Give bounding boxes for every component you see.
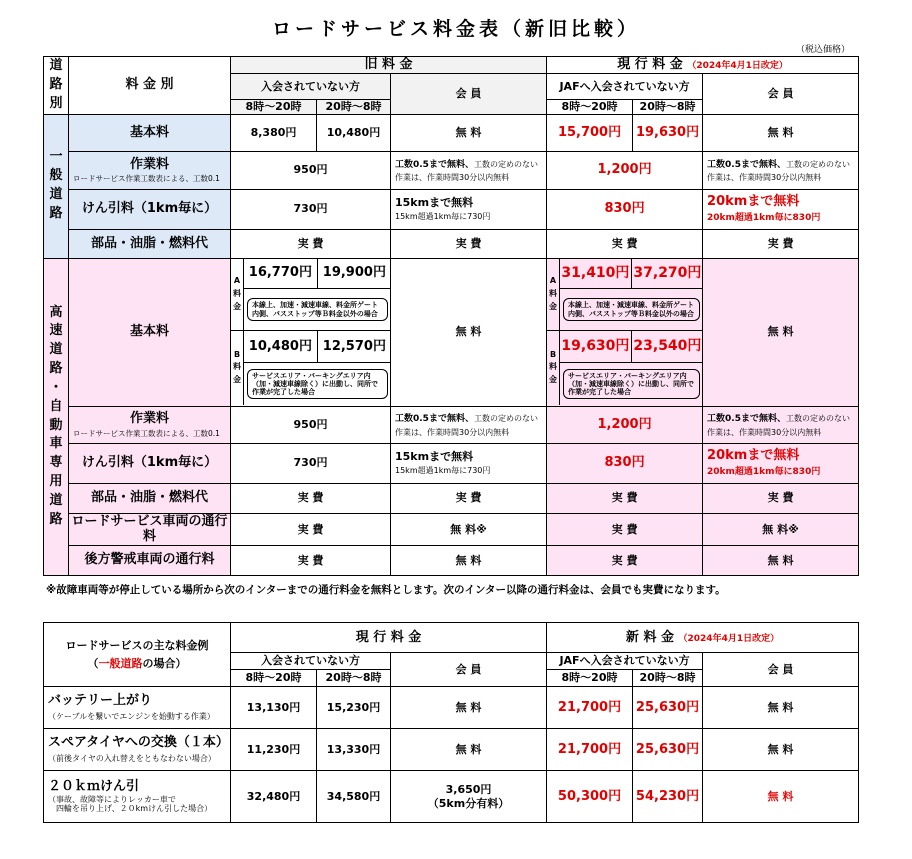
t2-r2-sub2: 四輪を吊り上げ、２０kmけん引した場合）	[56, 804, 213, 814]
t2-header-new-member: 会 員	[703, 653, 859, 687]
ht-cm-a: 20kmまで無料	[707, 448, 800, 464]
header-cur-member: 会 員	[703, 74, 859, 115]
ht-om-b: 15km超過1km毎に730円	[395, 466, 491, 476]
general-basic-old-night: 10,480円	[317, 114, 391, 151]
t2-r2-sub: （事故、故障等によりレッカー車で	[48, 794, 176, 804]
gt-cm-b: 20km超過1km毎に830円	[707, 212, 821, 223]
highway-old-b-label: B 料 金	[231, 331, 244, 405]
highway-basic-label: 基本料	[69, 258, 231, 406]
highway-guard-old-member: 無 料	[391, 545, 547, 575]
general-basic-cur-day: 15,700円	[547, 114, 633, 151]
highway-old-a-label: A 料 金	[231, 259, 244, 331]
highway-work-old: 950円	[231, 406, 391, 443]
general-work-old-member	[391, 151, 547, 189]
highway-parts-cur-member: 実 費	[703, 483, 859, 513]
highway-work-title: 作業料	[129, 411, 169, 427]
t2-row-tire-cur-night: 13,330円	[317, 729, 391, 771]
highway-cur-b-night: 23,540円	[631, 331, 702, 363]
header-old-nonmember: 入会されていない方	[231, 74, 391, 100]
general-work-sub: ロードサービス作業工数表による、工数0.1	[73, 174, 220, 184]
highway-cur-b-label: B 料 金	[547, 331, 560, 405]
gw-om-a2: 工数の定めのない	[473, 159, 538, 169]
highway-guard-label: 後方警戒車両の通行料	[69, 545, 231, 575]
highway-old-ab-table	[231, 259, 391, 405]
t2-hb-pre: （	[87, 656, 99, 670]
highway-toll-old-member: 無 料※	[391, 513, 547, 545]
t2-header-cur-night: 20時～8時	[317, 670, 391, 687]
hw-om-b: 作業は、作業時間30分以内無料	[395, 427, 510, 437]
highway-toll-cur: 実 費	[547, 513, 703, 545]
t2-row-battery-new-day: 21,700円	[547, 687, 633, 729]
highway-old-a-day: 16,770円	[244, 259, 318, 289]
t2-header-new-nonmember: JAFへ入会されていない方	[547, 653, 703, 670]
t2-header-cur-nonmember: 入会されていない方	[231, 653, 391, 670]
header-cur-night: 20時～8時	[633, 99, 703, 114]
highway-cur-a-label: A 料 金	[547, 259, 560, 331]
header-old-member: 会 員	[391, 74, 547, 115]
highway-guard-cur: 実 費	[547, 545, 703, 575]
highway-guard-cur-member: 無 料	[703, 545, 859, 575]
highway-work-sub: ロードサービス作業工数表による、工数0.1	[73, 428, 220, 438]
general-tow-cur: 830円	[547, 189, 703, 229]
t2-row-battery-new-night: 25,630円	[633, 687, 703, 729]
highway-basic-old-member: 無 料	[391, 258, 547, 406]
highway-toll-cur-member: 無 料※	[703, 513, 859, 545]
header-current-fee	[547, 57, 859, 74]
highway-cur-a-night: 37,270円	[631, 259, 702, 289]
hw-om-a: 工数0.5まで無料、	[395, 414, 474, 425]
t2-header-new-label: 新 料 金	[625, 629, 674, 645]
general-parts-cur: 実 費	[547, 229, 703, 258]
t2-header-new-night: 20時～8時	[633, 670, 703, 687]
t2-r1-sub: （前後タイヤの入れ替えをともなわない場合）	[48, 753, 216, 763]
general-basic-old-day: 8,380円	[231, 114, 317, 151]
ht-cm-b: 20km超過1km毎に830円	[707, 466, 821, 477]
highway-work-old-member	[391, 406, 547, 443]
general-basic-old-member: 無 料	[391, 114, 547, 151]
t2-row-tire-new-member: 無 料	[703, 729, 859, 771]
t2-header-label	[44, 623, 231, 687]
t2-row-tire-cur-day: 11,230円	[231, 729, 317, 771]
header-current-fee-label: 現 行 料 金	[617, 57, 683, 73]
highway-tow-old-member	[391, 443, 547, 483]
t2-row-tow-new-member: 無 料	[703, 771, 859, 823]
hw-cm-a: 工数0.5まで無料、	[707, 414, 786, 425]
t2-header-new-day: 8時～20時	[547, 670, 633, 687]
page-title: ロードサービス料金表（新旧比較）	[271, 18, 640, 40]
highway-road-label: 高 速 道 路 ・ 自 動 車 専 用 道 路	[44, 258, 69, 575]
gw-om-b: 作業は、作業時間30分以内無料	[395, 173, 510, 183]
t2-r2-title: ２０ｋｍけん引	[48, 779, 140, 795]
header-cur-nonmember: JAFへ入会されていない方	[547, 74, 703, 100]
gw-cm-a2: 工数の定めのない	[785, 159, 850, 169]
highway-cur-a-note-cell	[560, 289, 703, 331]
t2-row-tow-cur-day: 32,480円	[231, 771, 317, 823]
t2-header-cur-member: 会 員	[391, 653, 547, 687]
tax-note: （税込価格）	[795, 45, 850, 55]
t2-r0-sub: （ケーブルを繋いでエンジンを始動する作業）	[48, 711, 215, 721]
header-old-night: 20時～8時	[317, 99, 391, 114]
t2-row-battery-label	[44, 687, 231, 729]
t2-row-battery-new-member: 無 料	[703, 687, 859, 729]
general-tow-label: けん引料（1km毎に）	[69, 189, 231, 229]
t2-header-cur-day: 8時～20時	[231, 670, 317, 687]
gt-om-a: 15kmまで無料	[395, 195, 474, 209]
header-cur-day: 8時～20時	[547, 99, 633, 114]
ht-om-a: 15kmまで無料	[395, 449, 474, 463]
highway-work-label	[69, 406, 231, 443]
header-road-type: 道 路 別	[44, 57, 69, 115]
t2-row-tow-label	[44, 771, 231, 823]
t2-row-tow-new-night: 54,230円	[633, 771, 703, 823]
t2-row-battery-cur-night: 15,230円	[317, 687, 391, 729]
highway-basic-cur	[547, 258, 703, 406]
t2-row-tow-new-day: 50,300円	[547, 771, 633, 823]
t2-row-tow-cur-night: 34,580円	[317, 771, 391, 823]
hw-cm-b: 作業は、作業時間30分以内無料	[707, 427, 822, 437]
highway-tow-label: けん引料（1km毎に）	[69, 443, 231, 483]
t2-r1-title: スペアタイヤへの交換（１本）	[48, 735, 229, 751]
highway-toll-label: ロードサービス車両の通行料	[69, 513, 231, 545]
highway-cur-b-note: サービスエリア・パーキングエリア内（加・減速車線除く）に出動し、同所で作業が完了した場合	[563, 369, 700, 399]
general-work-cur: 1,200円	[547, 151, 703, 189]
highway-cur-a-day: 31,410円	[560, 259, 632, 289]
highway-parts-old: 実 費	[231, 483, 391, 513]
t2-hb-red: 一般道路	[98, 656, 143, 670]
header-old-day: 8時～20時	[231, 99, 317, 114]
highway-tow-cur-member	[703, 443, 859, 483]
general-tow-old: 730円	[231, 189, 391, 229]
gw-cm-a: 工数0.5まで無料、	[707, 159, 786, 170]
general-work-cur-member	[703, 151, 859, 189]
t2-row-tire-label	[44, 729, 231, 771]
highway-old-a-night: 19,900円	[317, 259, 390, 289]
highway-old-a-note-cell	[244, 289, 391, 331]
general-basic-cur-member: 無 料	[703, 114, 859, 151]
highway-work-cur-member	[703, 406, 859, 443]
t2-header-label-b	[44, 657, 230, 670]
footnote: ※故障車両等が停止している場所から次のインターまでの通行料金を無料とします。次のインター以降の通行料金は、会員でも実費になります。	[46, 584, 726, 596]
hw-cm-a2: 工数の定めのない	[785, 414, 850, 424]
general-parts-cur-member: 実 費	[703, 229, 859, 258]
gt-cm-a: 20kmまで無料	[707, 194, 800, 210]
general-work-title: 作業料	[129, 156, 169, 172]
fee-comparison-table	[43, 56, 859, 576]
general-parts-old: 実 費	[231, 229, 391, 258]
highway-cur-b-day: 19,630円	[560, 331, 632, 363]
general-road-label: 一 般 道 路	[44, 114, 69, 258]
t2-header-new	[547, 623, 859, 653]
t2-row-battery-cur-day: 13,130円	[231, 687, 317, 729]
general-parts-old-member: 実 費	[391, 229, 547, 258]
gw-cm-b: 作業は、作業時間30分以内無料	[707, 173, 822, 183]
highway-guard-old: 実 費	[231, 545, 391, 575]
general-tow-cur-member	[703, 189, 859, 229]
t2-header-label-a: ロードサービスの主な料金例	[65, 639, 209, 653]
highway-old-b-note: サービスエリア・パーキングエリア内（加・減速車線除く）に出動し、同所で作業が完了した場合	[247, 369, 388, 399]
gw-om-a: 工数0.5まで無料、	[395, 159, 474, 170]
header-fee-type: 料 金 別	[69, 57, 231, 115]
t2-row-tire-cur-member: 無 料	[391, 729, 547, 771]
t2-row-tow-cur-member	[391, 771, 547, 823]
highway-tow-cur: 830円	[547, 443, 703, 483]
highway-work-cur: 1,200円	[547, 406, 703, 443]
t2-r2-cur-member2: （5km分有料）	[427, 796, 510, 810]
highway-toll-old: 実 費	[231, 513, 391, 545]
gt-om-b: 15km超過1km毎に730円	[395, 212, 491, 222]
t2-header-current: 現 行 料 金	[231, 623, 547, 653]
highway-old-b-day: 10,480円	[244, 331, 318, 363]
fee-example-table	[43, 622, 859, 823]
general-basic-label: 基本料	[69, 114, 231, 151]
highway-old-b-night: 12,570円	[317, 331, 390, 363]
highway-parts-old-member: 実 費	[391, 483, 547, 513]
header-current-fee-note: （2024年4月1日改定）	[687, 61, 788, 72]
t2-row-tire-new-day: 21,700円	[547, 729, 633, 771]
highway-old-a-note: 本線上、加速・減速車線、料金所ゲート内側、バスストップ等Ｂ料金以外の場合	[247, 298, 388, 320]
t2-row-battery-cur-member: 無 料	[391, 687, 547, 729]
t2-row-tire-new-night: 25,630円	[633, 729, 703, 771]
t2-hb-post: の場合）	[142, 656, 187, 670]
highway-cur-a-note: 本線上、加速・減速車線、料金所ゲート内側、バスストップ等Ｂ料金以外の場合	[563, 298, 700, 320]
general-tow-old-member	[391, 189, 547, 229]
header-old-fee: 旧 料 金	[231, 57, 547, 74]
general-parts-label: 部品・油脂・燃料代	[69, 229, 231, 258]
t2-r0-title: バッテリー上がり	[48, 693, 153, 709]
highway-cur-b-note-cell	[560, 363, 703, 405]
highway-old-b-note-cell	[244, 363, 391, 405]
general-work-label	[69, 151, 231, 189]
highway-tow-old: 730円	[231, 443, 391, 483]
t2-header-new-note: （2024年4月1日改定）	[678, 633, 780, 644]
hw-om-a2: 工数の定めのない	[473, 414, 538, 424]
t2-r2-cur-member: 3,650円	[445, 783, 492, 797]
highway-basic-cur-member: 無 料	[703, 258, 859, 406]
general-basic-cur-night: 19,630円	[633, 114, 703, 151]
highway-basic-old	[231, 258, 391, 406]
highway-parts-label: 部品・油脂・燃料代	[69, 483, 231, 513]
highway-parts-cur: 実 費	[547, 483, 703, 513]
highway-cur-ab-table	[547, 259, 703, 405]
general-work-old: 950円	[231, 151, 391, 189]
